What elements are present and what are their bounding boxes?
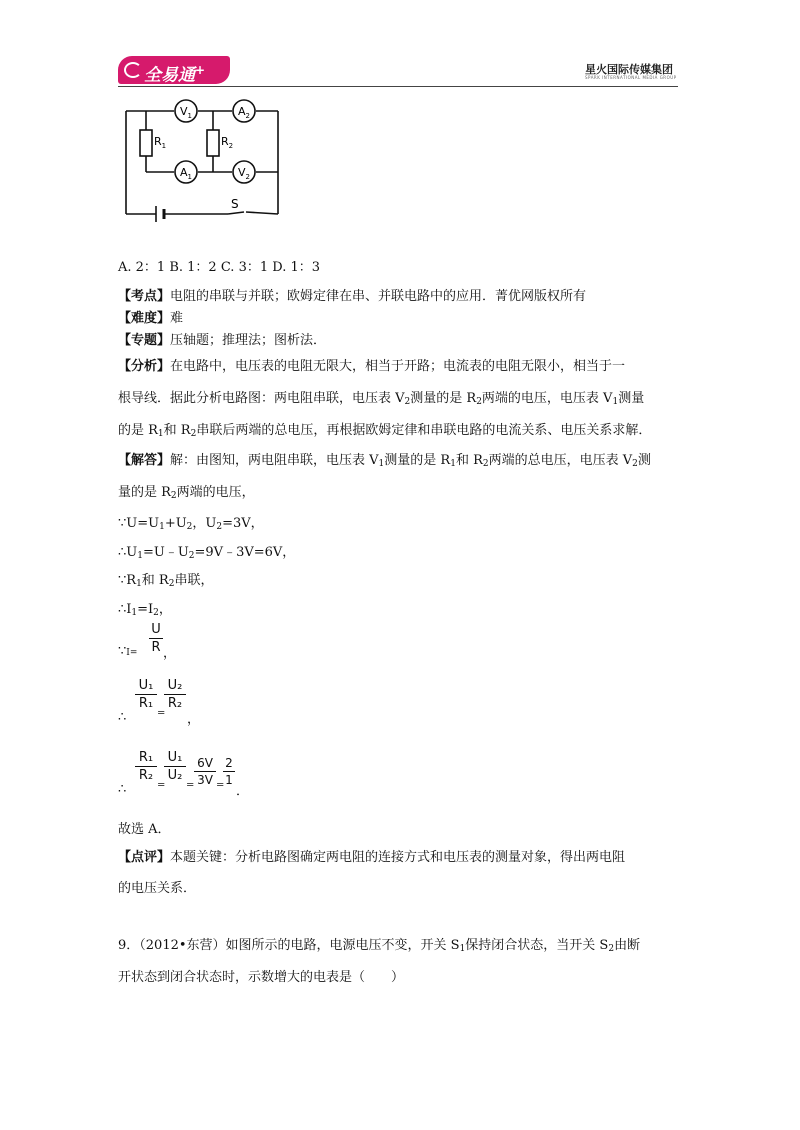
step-6-prefix: ∴ [118,710,127,725]
jieda-label: 【解答】 [118,453,171,468]
kaodian-text: 电阻的串联与并联；欧姆定律在串、并联电路中的应用．菁优网版权所有 [170,289,587,304]
logo-swirl-icon [124,62,142,78]
switch-lever [228,212,244,214]
fenxi-line-1 [118,355,625,374]
answer-options: A. 2：1 B. 1：2 C. 3：1 D. 1：3 [118,260,321,275]
step-1: $\because U=U_1+U_2$，$U_2=3V$， [118,516,264,532]
conclusion: 故选 A． [118,822,171,837]
step-7-prefix: ∴ [118,782,127,797]
zhuanti-label: 【专题】 [118,333,171,348]
svg-text:V1: $V_1$ [180,105,192,120]
step-7-equals-2: = [186,780,195,791]
step-7-equals-1: = [157,780,166,791]
ammeter-a1 [175,161,197,183]
step-5-prefix: ∵I= [118,644,138,659]
step-3: $\because R_1$和 $R_2$串联， [118,573,214,589]
resistor-r2 [207,130,219,156]
dianping-line-1 [118,846,625,865]
kaodian-line [118,285,586,304]
step-2: $\therefore U_1=U﹣U_2=9V﹣3V=6V$， [118,545,296,561]
step-5-end: ， [163,646,177,661]
voltmeter-v2 [233,161,255,183]
nandu-label: 【难度】 [118,311,171,326]
question-9-line-1: 9．（2012•东营）如图所示的电路，电源电压不变，开关 $S_1$保持闭合状态，当开关 $S_2$由断 [118,938,641,954]
fraction-u2-r2: U₂ R₂ [164,678,186,711]
fenxi-line-2: 根导线．据此分析电路图：两电阻串联，电压表 $V_2$测量的是 $R_2$两端的电压，电压表 $V_1$测量 [118,391,645,407]
zhuanti-text: 压轴题；推理法；图析法． [170,333,327,348]
fenxi-label: 【分析】 [118,359,171,374]
fraction-u1-u2: U₁ U₂ [164,750,186,783]
dianping-line-2: 的电压关系． [118,881,197,896]
svg-text:A2: $A_2$ [238,105,250,120]
resistor-r1 [140,130,152,156]
kaodian-label: 【考点】 [118,289,171,304]
fraction-2-1: 2 1 [223,756,235,787]
svg-text:V2: $V_2$ [238,166,250,181]
brand-subtitle: SPARK INTERNATIONAL MEDIA GROUP [585,75,677,80]
zhuanti-line [118,329,326,348]
fenxi-line-3: 的是 $R_1$和 $R_2$串联后两端的总电压，再根据欧姆定律和串联电路的电流关系、电压关系求解． [118,423,652,439]
logo-text: 全易通 [144,65,195,86]
dianping-text-1: 本题关键：分析电路图确定两电阻的连接方式和电压表的测量对象，得出两电阻 [170,850,626,865]
circuit-diagram [118,96,288,228]
jieda-line-1: 【解答】解：由图知，两电阻串联，电压表 $V_1$测量的是 $R_1$和 $R_2$两端的总电压，电压表 $V_2$测 [118,453,651,469]
step-6-end: ， [187,712,201,727]
fraction-r1-r2: R₁ R₂ [135,750,157,783]
header-divider [118,86,678,87]
step-4: $\therefore I_1=I_2$， [118,602,172,618]
r2-label: $R_2$ [221,135,234,150]
svg-text:A1: $A_1$ [180,166,192,181]
r1-label: $R_1$ [154,135,167,150]
question-9-line-2: 开状态到闭合状态时，示数增大的电表是（ ） [118,970,405,985]
ammeter-a2 [233,100,255,122]
nandu-text: 难 [170,311,184,326]
brand-name: 星火国际传媒集团 [585,63,673,76]
nandu-line [118,307,183,326]
switch-label: S [231,197,239,211]
fraction-u1-r1: U₁ R₁ [135,678,157,711]
dianping-label: 【点评】 [118,850,171,865]
fraction-6v-3v: 6V 3V [194,756,216,787]
step-7-end: ． [236,784,250,799]
fraction-u-over-r: U R [149,622,163,655]
step-6-equals: = [157,708,166,719]
jieda-line-2: 量的是 $R_2$两端的电压， [118,485,255,501]
step-7-equals-3: = [216,780,225,791]
logo-plus: + [195,63,206,77]
voltmeter-v1 [175,100,197,122]
fenxi-text-1: 在电路中，电压表的电阻无限大，相当于开路；电流表的电阻无限小，相当于一 [170,359,626,374]
